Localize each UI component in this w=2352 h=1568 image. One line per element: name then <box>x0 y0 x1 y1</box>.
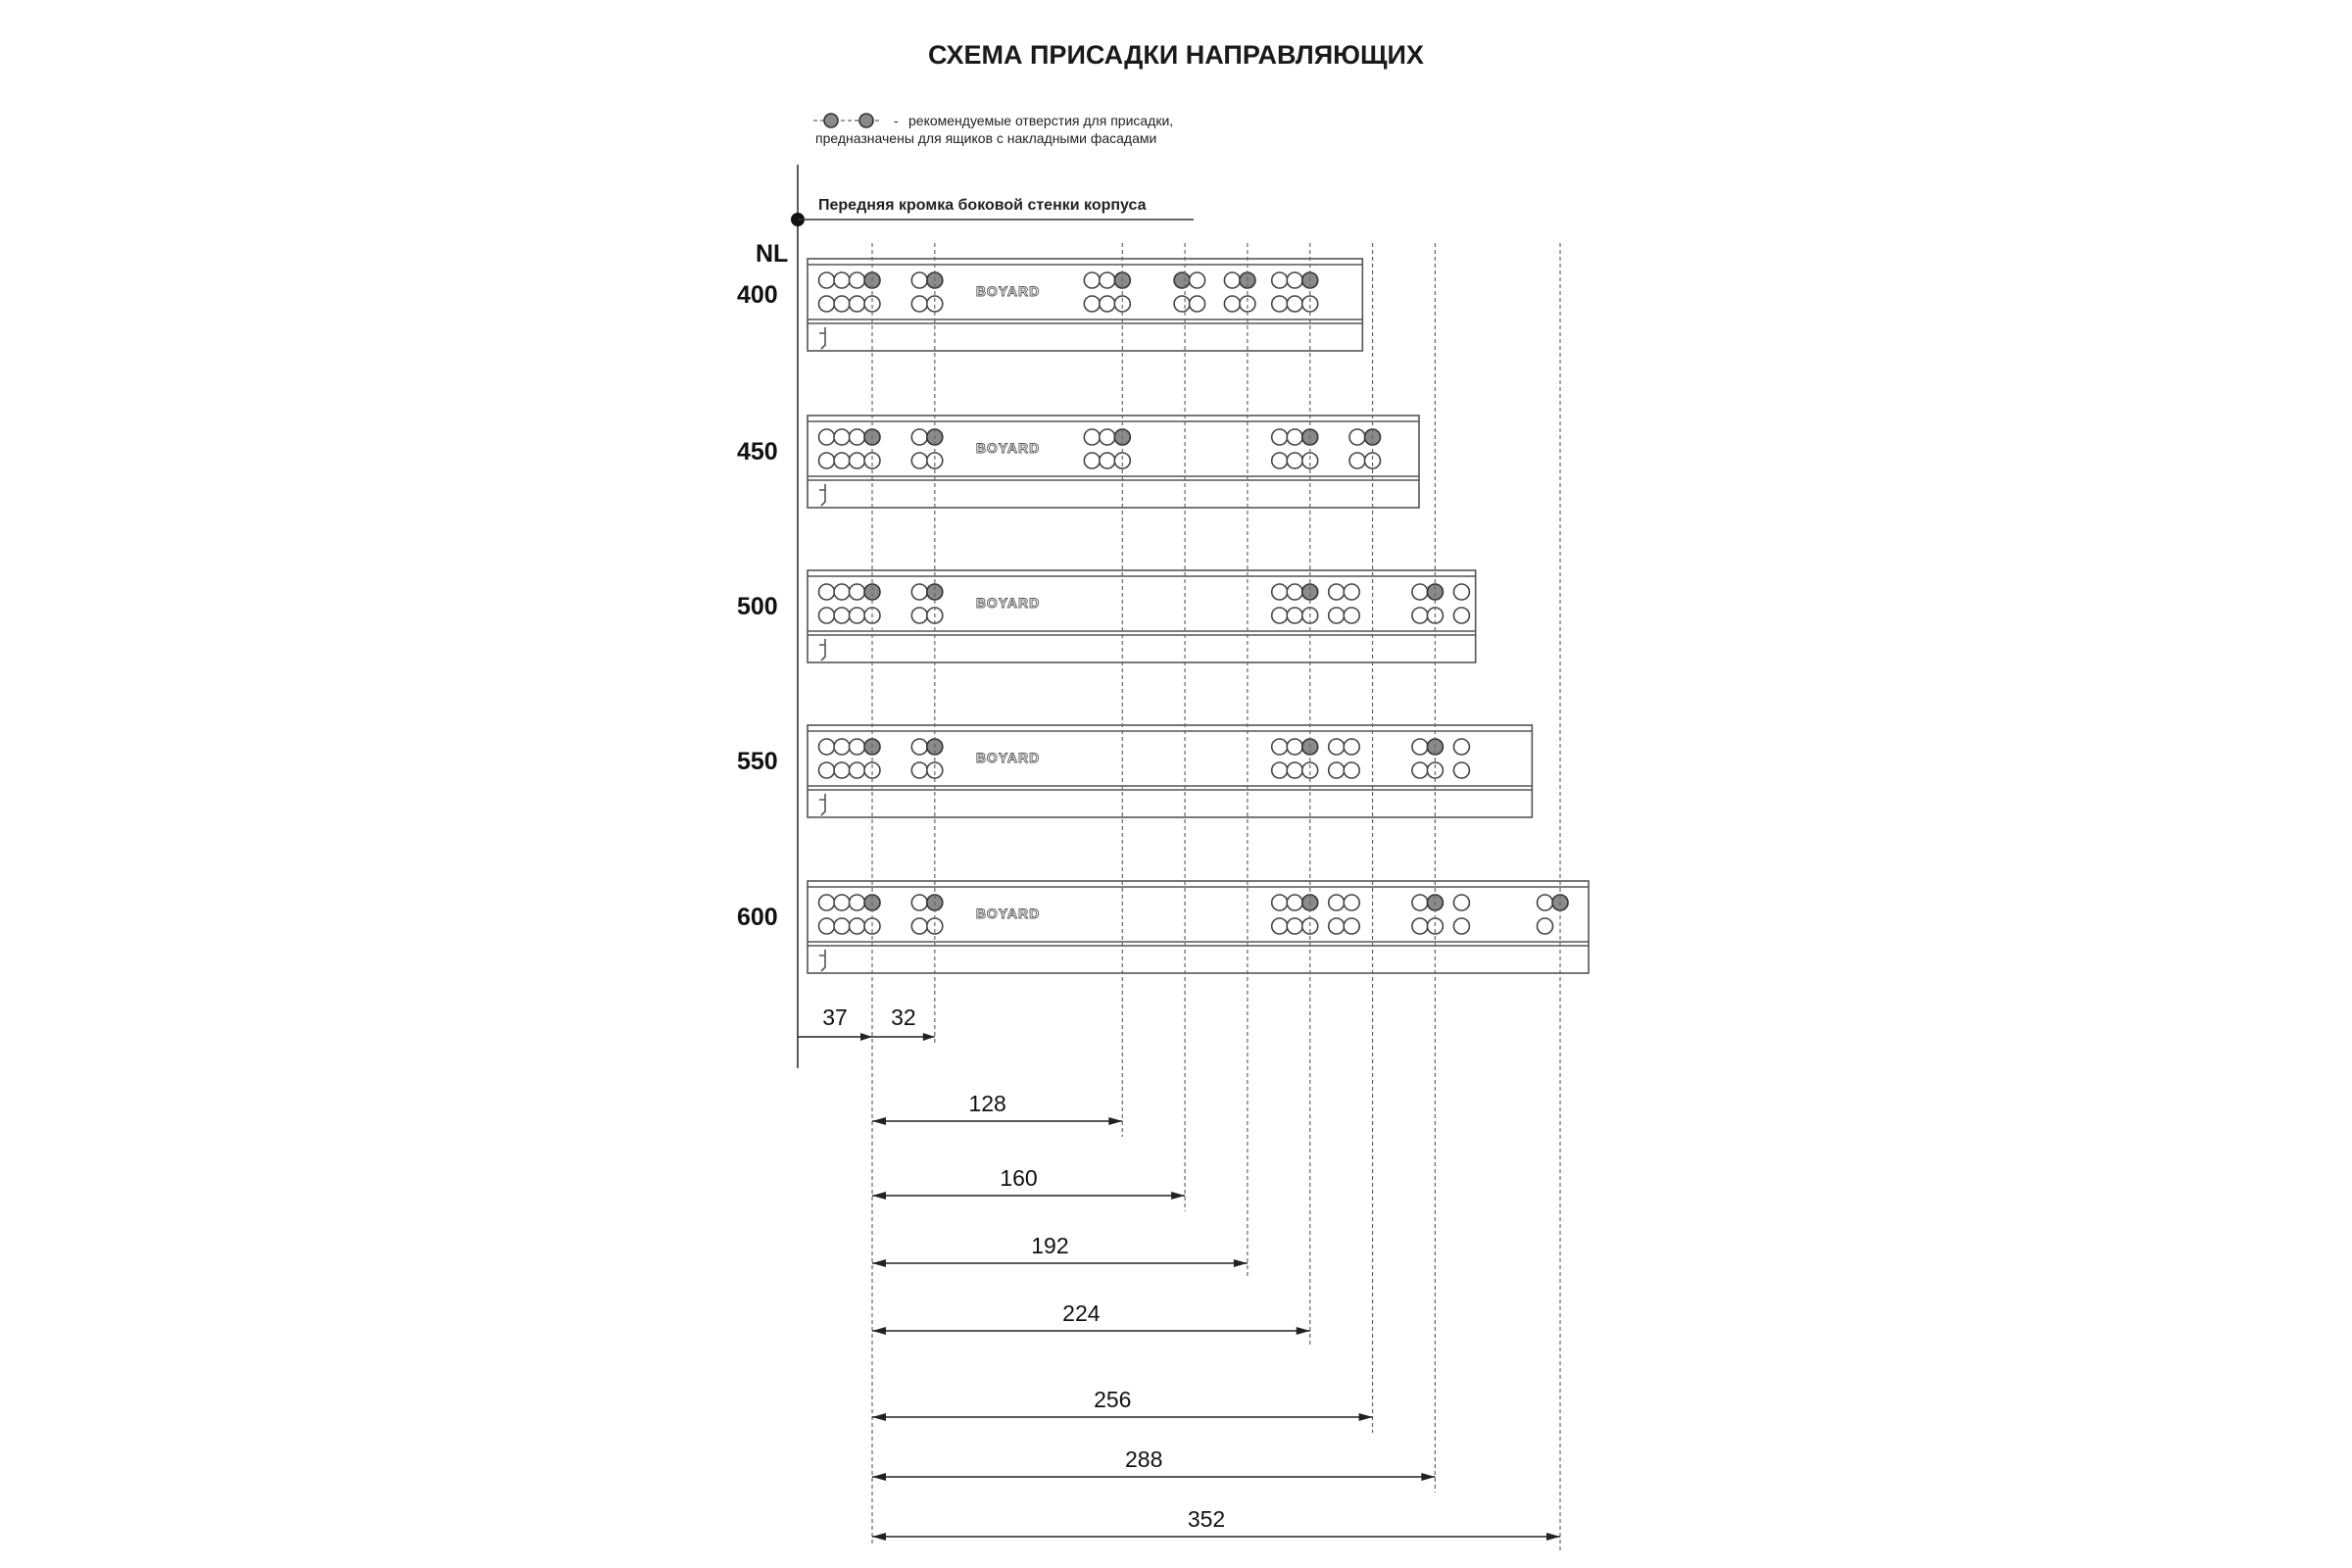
mounting-hole <box>1412 762 1428 778</box>
mounting-hole <box>1084 429 1100 445</box>
dimension-value-256: 256 <box>1094 1387 1132 1412</box>
mounting-hole <box>1453 739 1469 755</box>
mounting-hole <box>850 762 865 778</box>
arrow-32 <box>923 1033 935 1041</box>
legend-hole-2 <box>859 114 873 127</box>
mounting-hole <box>834 739 850 755</box>
mounting-hole <box>819 584 835 600</box>
mounting-hole <box>1349 429 1365 445</box>
brand-logo: BOYARD <box>975 595 1041 611</box>
arrow-right <box>1234 1259 1248 1267</box>
mounting-hole <box>911 608 927 623</box>
mounting-hole <box>1224 296 1240 312</box>
legend-text-line2: предназначены для ящиков с накладными фасадами <box>815 130 1157 146</box>
legend-text-line1: рекомендуемые отверстия для присадки, <box>908 113 1174 128</box>
mounting-hole <box>850 272 865 288</box>
mounting-hole <box>1100 429 1115 445</box>
mounting-hole <box>1344 918 1359 934</box>
mounting-hole <box>1100 272 1115 288</box>
arrow-left <box>872 1327 886 1335</box>
arrow-left <box>872 1473 886 1481</box>
dimension-value-224: 224 <box>1062 1300 1101 1326</box>
mounting-hole <box>1287 739 1302 755</box>
mounting-hole <box>911 272 927 288</box>
mounting-hole <box>850 453 865 468</box>
mounting-hole <box>834 296 850 312</box>
mounting-hole <box>1272 453 1288 468</box>
arrow-left <box>872 1117 886 1125</box>
mounting-hole <box>1190 296 1205 312</box>
arrow-left <box>872 1533 886 1541</box>
mounting-hole <box>834 272 850 288</box>
mounting-hole <box>1272 296 1288 312</box>
page-title: СХЕМА ПРИСАДКИ НАПРАВЛЯЮЩИХ <box>928 40 1424 70</box>
mounting-hole <box>911 429 927 445</box>
rail-hook <box>819 794 825 815</box>
mounting-hole <box>1272 429 1288 445</box>
mounting-hole <box>1538 895 1553 910</box>
mounting-hole <box>1174 296 1190 312</box>
mounting-hole <box>1412 608 1428 623</box>
mounting-hole <box>1084 272 1100 288</box>
rail-450 <box>737 416 1419 508</box>
mounting-hole <box>1272 584 1288 600</box>
mounting-hole <box>1084 453 1100 468</box>
mounting-hole <box>1287 453 1302 468</box>
mounting-hole <box>850 739 865 755</box>
arrow-37 <box>860 1033 872 1041</box>
mounting-hole <box>1412 895 1428 910</box>
mounting-hole <box>1100 453 1115 468</box>
mounting-hole <box>1453 762 1469 778</box>
legend-hole-1 <box>824 114 838 127</box>
mounting-hole <box>1329 608 1345 623</box>
mounting-hole <box>911 739 927 755</box>
arrow-right <box>1171 1192 1185 1200</box>
mounting-hole <box>1329 918 1345 934</box>
mounting-hole <box>1272 608 1288 623</box>
mounting-hole <box>1287 918 1302 934</box>
rail-hook <box>819 327 825 349</box>
dimension-value-160: 160 <box>1000 1165 1038 1191</box>
dimension-value-32: 32 <box>891 1004 916 1030</box>
mounting-hole <box>1349 453 1365 468</box>
dimension-value-288: 288 <box>1124 1446 1163 1472</box>
mounting-hole <box>819 429 835 445</box>
dimension-value-192: 192 <box>1031 1233 1069 1258</box>
mounting-hole <box>850 296 865 312</box>
rail-550 <box>737 725 1532 817</box>
mounting-hole <box>1224 272 1240 288</box>
mounting-hole <box>1272 272 1288 288</box>
mounting-hole <box>834 762 850 778</box>
mounting-hole <box>834 918 850 934</box>
nl-value-400: 400 <box>737 281 778 309</box>
mounting-hole <box>819 739 835 755</box>
brand-logo: BOYARD <box>975 906 1041 921</box>
rail-500 <box>737 570 1476 662</box>
mounting-hole <box>1453 895 1469 910</box>
rail-400 <box>737 259 1362 351</box>
mounting-hole <box>911 918 927 934</box>
brand-logo: BOYARD <box>975 440 1041 456</box>
mounting-hole <box>1190 272 1205 288</box>
rail-hook <box>819 484 825 506</box>
mounting-hole <box>834 453 850 468</box>
nl-value-450: 450 <box>737 438 778 466</box>
dimension-value-128: 128 <box>968 1091 1006 1116</box>
mounting-hole <box>850 429 865 445</box>
arrow-right <box>1546 1533 1560 1541</box>
mounting-hole <box>819 895 835 910</box>
mounting-hole <box>1100 296 1115 312</box>
mounting-hole <box>1344 608 1359 623</box>
mounting-hole <box>819 918 835 934</box>
mounting-hole <box>819 296 835 312</box>
nl-label: NL <box>756 240 789 268</box>
mounting-hole <box>1287 272 1302 288</box>
mounting-hole <box>1329 739 1345 755</box>
mounting-hole <box>1287 429 1302 445</box>
mounting-hole <box>911 584 927 600</box>
mounting-hole <box>850 918 865 934</box>
mounting-hole <box>1412 739 1428 755</box>
mounting-hole <box>1084 296 1100 312</box>
mounting-hole <box>1344 762 1359 778</box>
mounting-hole <box>1287 296 1302 312</box>
rail-hook <box>819 639 825 661</box>
mounting-hole <box>819 272 835 288</box>
mounting-hole <box>850 895 865 910</box>
mounting-hole <box>1287 895 1302 910</box>
arrow-right <box>1108 1117 1122 1125</box>
mounting-hole <box>850 584 865 600</box>
arrow-right <box>1359 1413 1373 1421</box>
mounting-hole <box>1329 895 1345 910</box>
nl-value-550: 550 <box>737 748 778 775</box>
mounting-hole <box>1412 584 1428 600</box>
mounting-hole <box>834 584 850 600</box>
svg-text:-: - <box>894 113 899 128</box>
mounting-hole <box>834 895 850 910</box>
arrow-left <box>872 1413 886 1421</box>
mounting-hole <box>1453 918 1469 934</box>
mounting-hole <box>1453 608 1469 623</box>
mounting-hole <box>1412 918 1428 934</box>
mounting-hole <box>911 296 927 312</box>
mounting-hole <box>850 608 865 623</box>
mounting-hole <box>1287 608 1302 623</box>
nl-value-500: 500 <box>737 593 778 620</box>
mounting-hole <box>1272 918 1288 934</box>
nl-value-600: 600 <box>737 904 778 931</box>
mounting-hole <box>819 762 835 778</box>
rail-body <box>808 570 1476 662</box>
mounting-hole <box>1344 584 1359 600</box>
mounting-hole <box>1287 584 1302 600</box>
mounting-hole <box>1344 739 1359 755</box>
rail-600 <box>737 881 1589 973</box>
rail-hook <box>819 950 825 971</box>
recommended-hole <box>1174 272 1190 288</box>
mounting-hole <box>1287 762 1302 778</box>
mounting-hole <box>819 453 835 468</box>
edge-label: Передняя кромка боковой стенки корпуса <box>818 197 1147 214</box>
brand-logo: BOYARD <box>975 750 1041 765</box>
dimension-value-37: 37 <box>822 1004 848 1030</box>
mounting-hole <box>819 608 835 623</box>
mounting-hole <box>1272 762 1288 778</box>
mounting-hole <box>834 429 850 445</box>
mounting-hole <box>1344 895 1359 910</box>
mounting-hole <box>911 453 927 468</box>
mounting-hole <box>1538 918 1553 934</box>
mounting-hole <box>834 608 850 623</box>
mounting-hole <box>1453 584 1469 600</box>
mounting-hole <box>1272 895 1288 910</box>
arrow-left <box>872 1259 886 1267</box>
arrow-right <box>1421 1473 1435 1481</box>
rails-layer <box>737 259 1589 973</box>
mounting-hole <box>1329 584 1345 600</box>
brand-logo: BOYARD <box>975 283 1041 299</box>
legend <box>813 113 1173 146</box>
arrow-right <box>1297 1327 1310 1335</box>
mounting-hole <box>911 895 927 910</box>
mounting-hole <box>1329 762 1345 778</box>
mounting-hole <box>911 762 927 778</box>
mounting-hole <box>1272 739 1288 755</box>
arrow-left <box>872 1192 886 1200</box>
dimension-value-352: 352 <box>1187 1506 1226 1532</box>
